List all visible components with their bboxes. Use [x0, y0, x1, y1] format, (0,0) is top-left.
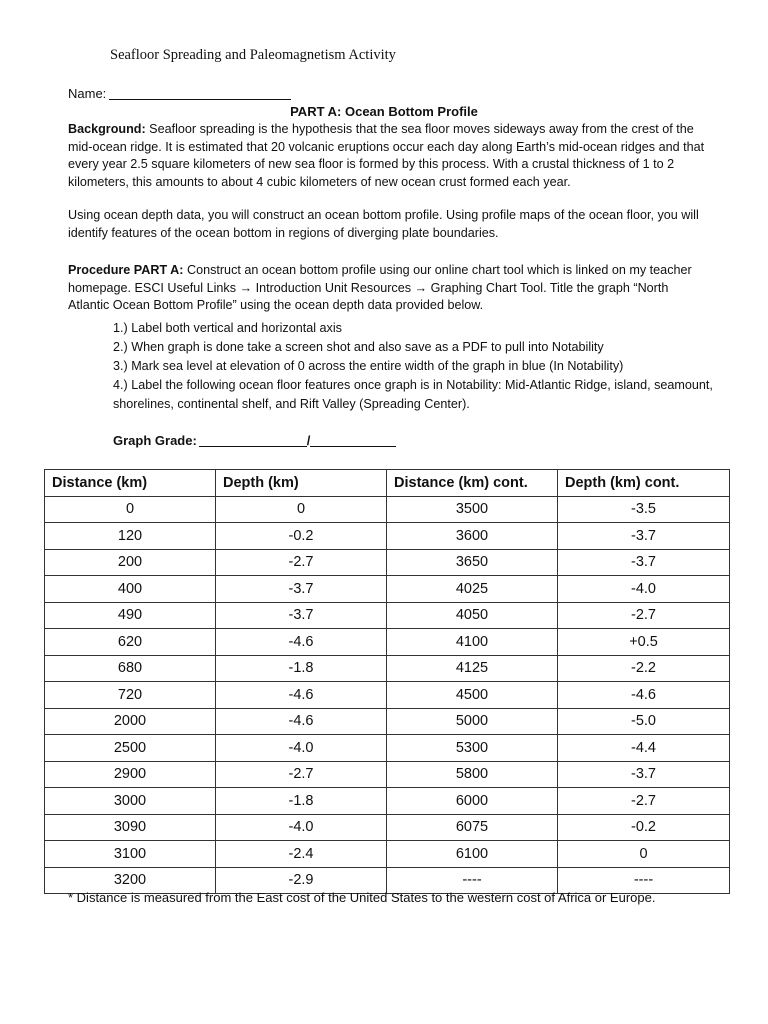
col-header-depth-cont: Depth (km) cont.	[558, 470, 730, 497]
table-row	[45, 549, 730, 576]
table-cell: -4.6	[216, 708, 387, 735]
grade-blank-score	[199, 434, 307, 447]
grade-blank-total	[310, 434, 396, 447]
table-cell: ----	[387, 867, 558, 894]
table-row	[45, 629, 730, 656]
table-row	[45, 496, 730, 523]
table-row	[45, 788, 730, 815]
background-label: Background:	[68, 122, 146, 136]
table-cell: -1.8	[216, 788, 387, 815]
table-row	[45, 735, 730, 762]
table-cell: 3500	[387, 496, 558, 523]
table-row	[45, 602, 730, 629]
graph-grade-label: Graph Grade:	[113, 433, 197, 448]
col-header-depth: Depth (km)	[216, 470, 387, 497]
table-row	[45, 655, 730, 682]
table-cell: -4.0	[216, 735, 387, 762]
table-cell: 2000	[45, 708, 216, 735]
name-blank-line	[109, 87, 291, 100]
table-cell: 4100	[387, 629, 558, 656]
table-cell: -4.6	[558, 682, 730, 709]
table-cell: -0.2	[216, 523, 387, 550]
intro-paragraph: Using ocean depth data, you will construct an ocean bottom profile. Using profile maps of the ocean floor, you will identify features of the ocean bottom in regions of diverging plate boundaries.	[68, 208, 699, 240]
table-cell: 3090	[45, 814, 216, 841]
table-row	[45, 841, 730, 868]
table-cell: +0.5	[558, 629, 730, 656]
name-label: Name:	[68, 86, 107, 101]
table-cell: 4125	[387, 655, 558, 682]
grade-separator: /	[306, 433, 311, 448]
table-cell: -3.7	[558, 523, 730, 550]
table-cell: -2.7	[558, 788, 730, 815]
table-cell: 0	[216, 496, 387, 523]
table-row	[45, 814, 730, 841]
table-cell: -2.4	[216, 841, 387, 868]
graph-grade	[113, 433, 396, 448]
table-row	[45, 708, 730, 735]
table-cell: -2.2	[558, 655, 730, 682]
col-header-distance-cont: Distance (km) cont.	[387, 470, 558, 497]
table-cell: -4.6	[216, 629, 387, 656]
table-cell: 400	[45, 576, 216, 603]
procedure-text: Construct an ocean bottom profile using our online chart tool which is linked on my teacher homepage. ESCI Useful Links → Introduction Unit Resources → Graphing Chart Tool. Title the graph “North Atlantic Ocean Bottom Profile” using the ocean depth data provided below.	[68, 263, 692, 313]
procedure-paragraph	[68, 262, 708, 315]
table-row	[45, 523, 730, 550]
table-cell: 4025	[387, 576, 558, 603]
background-paragraph	[68, 121, 708, 191]
table-row	[45, 761, 730, 788]
table-cell: -1.8	[216, 655, 387, 682]
table-cell: 120	[45, 523, 216, 550]
table-cell: -2.9	[216, 867, 387, 894]
table-cell: 6100	[387, 841, 558, 868]
table-cell: -3.7	[558, 549, 730, 576]
step-item: 3.) Mark sea level at elevation of 0 across the entire width of the graph in blue (In Notability)	[113, 359, 624, 373]
table-cell: -3.7	[216, 576, 387, 603]
table-cell: 2900	[45, 761, 216, 788]
table-cell: -3.7	[558, 761, 730, 788]
step-item: 2.) When graph is done take a screen shot and also save as a PDF to pull into Notability	[113, 340, 604, 354]
depth-data-table	[44, 469, 730, 894]
table-cell: 6075	[387, 814, 558, 841]
table-cell: 3650	[387, 549, 558, 576]
table-cell: -5.0	[558, 708, 730, 735]
table-cell: -0.2	[558, 814, 730, 841]
table-header-row	[45, 470, 730, 497]
table-cell: 2500	[45, 735, 216, 762]
table-cell: 490	[45, 602, 216, 629]
procedure-label: Procedure PART A:	[68, 263, 184, 277]
table-cell: -2.7	[216, 761, 387, 788]
table-cell: 720	[45, 682, 216, 709]
table-cell: -3.5	[558, 496, 730, 523]
table-cell: 3000	[45, 788, 216, 815]
table-cell: -2.7	[558, 602, 730, 629]
name-field	[68, 86, 291, 101]
table-cell: 5800	[387, 761, 558, 788]
table-cell: 5300	[387, 735, 558, 762]
table-cell: 0	[45, 496, 216, 523]
document-title: Seafloor Spreading and Paleomagnetism Activity	[110, 47, 396, 63]
background-text: Seafloor spreading is the hypothesis that the sea floor moves sideways away from the crest of the mid-ocean ridge. It is estimated that 20 volcanic eruptions occur each day along Earth’s mid-ocean ridges and that every year 2.5 square kilometers of new sea floor is formed by this process. With a crustal thickness of 1 to 2 kilometers, this amounts to about 4 cubic kilometers of new ocean crust formed each year.	[68, 122, 705, 189]
table-cell: -3.7	[216, 602, 387, 629]
table-cell: 3200	[45, 867, 216, 894]
table-body	[45, 496, 730, 894]
col-header-distance: Distance (km)	[45, 470, 216, 497]
table-cell: -2.7	[216, 549, 387, 576]
table-row	[45, 576, 730, 603]
table-cell: 680	[45, 655, 216, 682]
table-cell: 200	[45, 549, 216, 576]
procedure-steps	[113, 319, 713, 414]
table-cell: 620	[45, 629, 216, 656]
table-cell: 3600	[387, 523, 558, 550]
table-cell: 6000	[387, 788, 558, 815]
table-cell: 5000	[387, 708, 558, 735]
table-cell: 0	[558, 841, 730, 868]
table-cell: -4.6	[216, 682, 387, 709]
part-a-heading: PART A: Ocean Bottom Profile	[290, 104, 478, 119]
table-row	[45, 682, 730, 709]
table-cell: 4050	[387, 602, 558, 629]
step-item: 1.) Label both vertical and horizontal axis	[113, 321, 342, 335]
table-cell: 3100	[45, 841, 216, 868]
footnote: * Distance is measured from the East cost of the United States to the western cost of Africa or Europe.	[68, 890, 656, 905]
table-cell: -4.0	[558, 576, 730, 603]
table-cell: -4.0	[216, 814, 387, 841]
table-cell: ----	[558, 867, 730, 894]
table-cell: -4.4	[558, 735, 730, 762]
table-cell: 4500	[387, 682, 558, 709]
step-item: 4.) Label the following ocean floor features once graph is in Notability: Mid-Atlantic Ridge, island, seamount, shorelines, continental shelf, and Rift Valley (Spreading Center).	[113, 378, 713, 411]
